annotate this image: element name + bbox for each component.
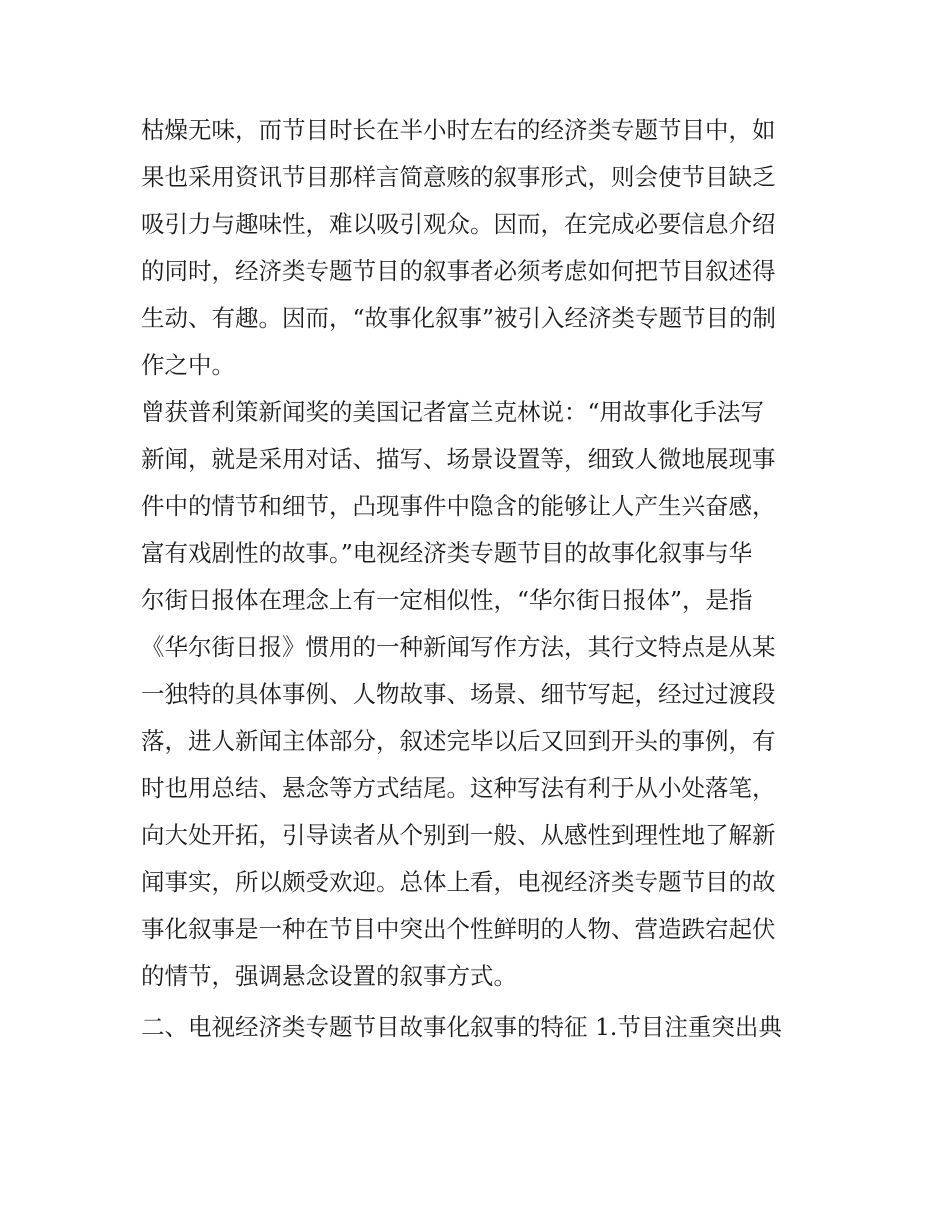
text-line: 新闻，就是采用对话、描写、场景设置等，细致人微地展现事 [141,445,776,473]
text-line: 向大处开拓，引导读者从个别到一般、从感性到理性地了解新 [141,821,776,849]
document-body [141,107,821,1055]
text-line: 果也采用资讯节目那样言简意赅的叙事形式，则会使节目缺乏 [141,163,776,191]
text-line: 吸引力与趣味性，难以吸引观众。因而，在完成必要信息介绍 [141,210,776,238]
text-line: 生动、有趣。因而，“故事化叙事”被引入经济类专题节目的制 [141,304,777,332]
text-line: 事化叙事是一种在节目中突出个性鲜明的人物、营造跌宕起伏 [141,915,776,943]
text-line: 一独特的具体事例、人物故事、场景、细节写起，经过过渡段 [141,680,776,708]
text-line: 落，进人新闻主体部分，叙述完毕以后又回到开头的事例，有 [141,727,776,755]
text-line: 时也用总结、悬念等方式结尾。这种写法有利于从小处落笔， [141,774,776,802]
text-line: 闻事实，所以颇受欢迎。总体上看，电视经济类专题节目的故 [141,868,776,896]
text-line: 富有戏剧性的故事。”电视经济类专题节目的故事化叙事与华 [141,539,753,567]
section-heading-paragraph [141,1000,821,1055]
paragraph-1 [141,107,821,389]
text-line: 的同时，经济类专题节目的叙事者必须考虑如何把节目叙述得 [141,257,776,285]
text-line: 件中的情节和细节，凸现事件中隐含的能够让人产生兴奋感， [141,492,776,520]
paragraph-2 [141,389,821,1000]
section-heading-line: 二、电视经济类专题节目故事化叙事的特征 1.节目注重突出典 [141,1013,782,1041]
text-line: 的情节，强调悬念设置的叙事方式。 [141,962,517,990]
text-line: 曾获普利策新闻奖的美国记者富兰克林说：“用故事化手法写 [141,398,765,426]
text-line: 作之中。 [141,351,235,379]
text-line: 枯燥无味，而节目时长在半小时左右的经济类专题节目中，如 [141,116,776,144]
text-line: 尔街日报体在理念上有一定相似性，“华尔街日报体”，是指 [141,586,753,614]
text-line: 《华尔街日报》惯用的一种新闻写作方法，其行文特点是从某 [141,633,776,661]
